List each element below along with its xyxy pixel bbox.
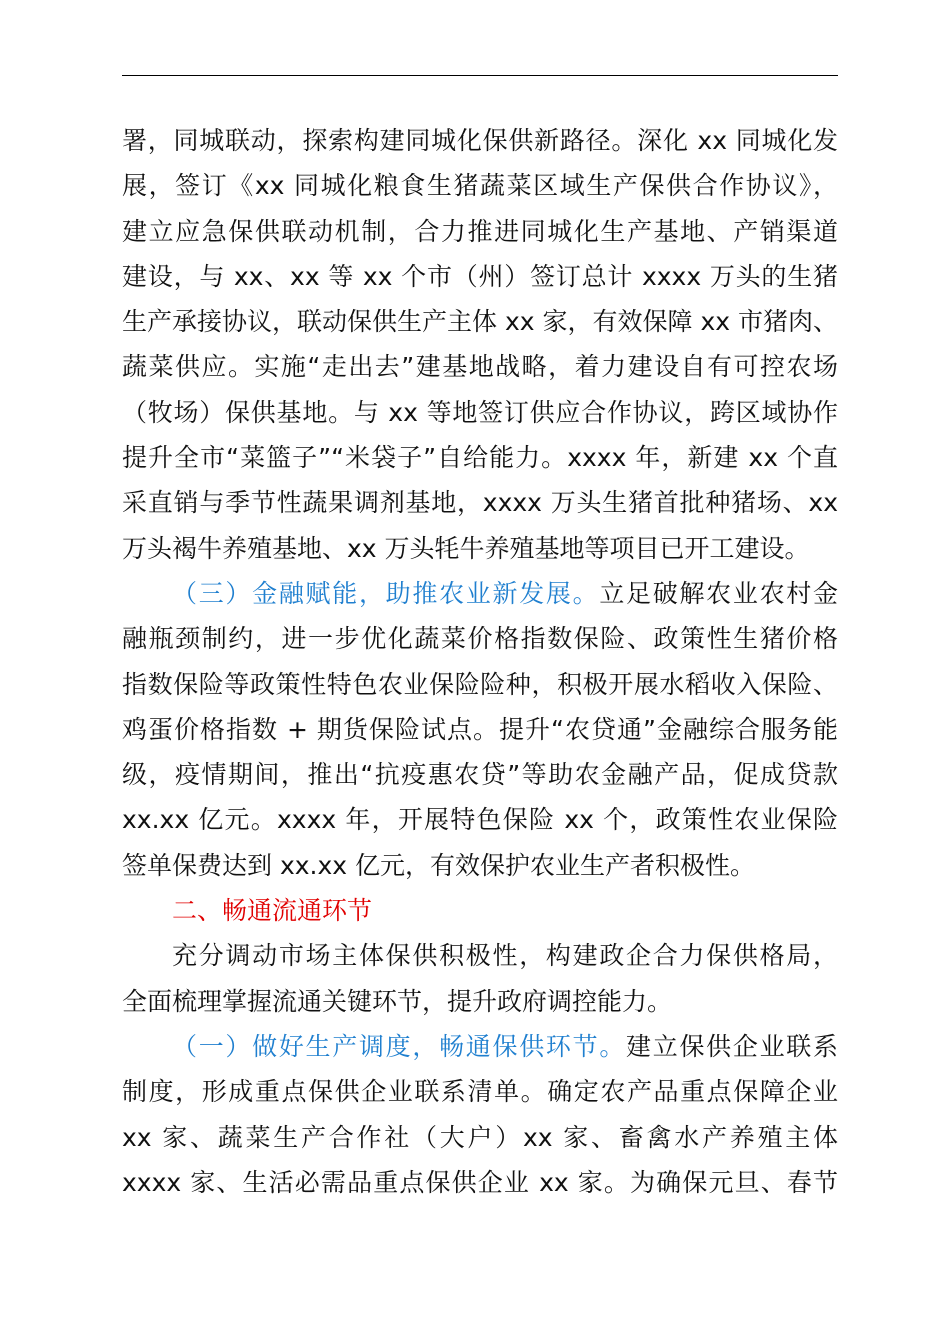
text-line: xx.xx 亿元。xxxx 年，开展特色保险 xx 个，政策性农业保险 [122, 805, 838, 835]
text-line: 万头褐牛养殖基地、xx 万头牦牛养殖基地等项目已开工建设。 [122, 533, 810, 563]
text-line: 蔬菜供应。实施“走出去”建基地战略，着力建设自有可控农场 [122, 352, 838, 382]
text-line: 鸡蛋价格指数 + 期货保险试点。提升“农贷通”金融综合服务能 [122, 714, 838, 744]
text-line: xx 家、蔬菜生产合作社（大户）xx 家、畜禽水产养殖主体 [122, 1122, 838, 1152]
text-line: 提升全市“菜篮子”“米袋子”自给能力。xxxx 年，新建 xx 个直 [122, 443, 838, 473]
text-line: 级，疫情期间，推出“抗疫惠农贷”等助农金融产品，促成贷款 [122, 760, 838, 790]
text-line: 采直销与季节性蔬果调剂基地，xxxx 万头生猪首批种猪场、xx [122, 488, 838, 518]
section-heading: 二、畅通流通环节 [172, 896, 373, 926]
text-line: 展，签订《xx 同城化粮食生猪蔬菜区域生产保供合作协议》， [122, 171, 838, 201]
subheading-production: （一）做好生产调度，畅通保供环节。 [172, 1031, 627, 1061]
document-body [122, 118, 838, 1205]
subheading-line [122, 1024, 838, 1069]
text-line: 签单保费达到 xx.xx 亿元，有效保护农业生产者积极性。 [122, 850, 756, 880]
subheading-finance: （三）金融赋能，助推农业新发展。 [172, 578, 600, 608]
subheading-continuation: 建立保供企业联系 [626, 1031, 838, 1061]
text-line: 制度，形成重点保供企业联系清单。确定农产品重点保障企业 [122, 1077, 838, 1107]
text-line: 指数保险等政策性特色农业保险险种，积极开展水稻收入保险、 [122, 669, 838, 699]
text-line: xxxx 家、生活必需品重点保供企业 xx 家。为确保元旦、春节 [122, 1167, 838, 1197]
subheading-continuation: 立足破解农业农村金 [599, 578, 838, 608]
text-line: 生产承接协议，联动保供生产主体 xx 家，有效保障 xx 市猪肉、 [122, 307, 838, 337]
text-line: 充分调动市场主体保供积极性，构建政企合力保供格局， [172, 941, 838, 971]
text-line: （牧场）保供基地。与 xx 等地签订供应合作协议，跨区域协作 [122, 397, 838, 427]
header-rule [122, 75, 838, 76]
text-line: 全面梳理掌握流通关键环节，提升政府调控能力。 [122, 986, 673, 1016]
subheading-line [122, 571, 838, 616]
text-line: 融瓶颈制约，进一步优化蔬菜价格指数保险、政策性生猪价格 [122, 624, 838, 654]
text-line: 署，同城联动，探索构建同城化保供新路径。深化 xx 同城化发 [122, 126, 838, 155]
text-line: 建设，与 xx、xx 等 xx 个市（州）签订总计 xxxx 万头的生猪 [122, 261, 838, 291]
text-line: 建立应急保供联动机制，合力推进同城化生产基地、产销渠道 [122, 216, 838, 246]
